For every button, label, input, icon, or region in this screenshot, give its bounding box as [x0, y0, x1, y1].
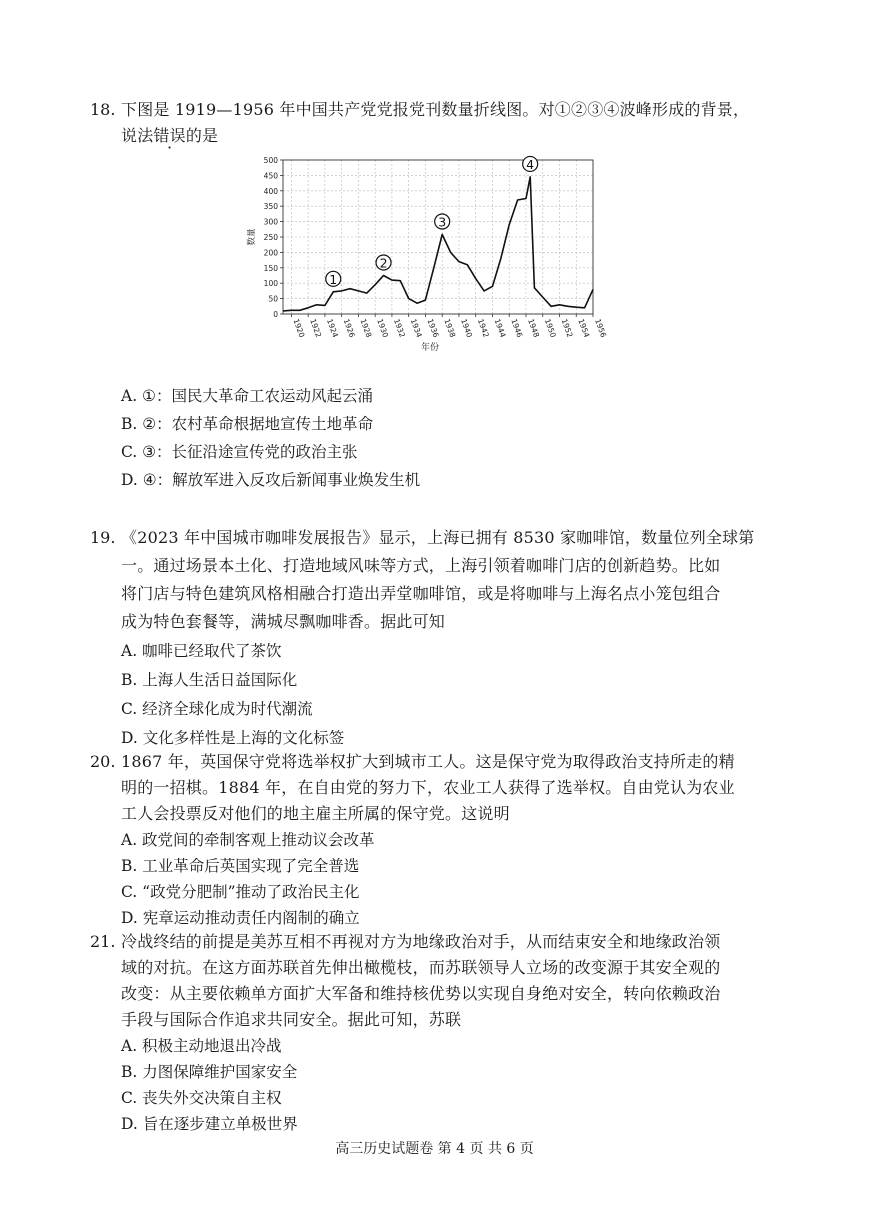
y-tick-label: 250	[263, 233, 278, 242]
q21-number: 21.	[90, 932, 116, 951]
x-tick-label: 1946	[509, 317, 525, 339]
x-tick-label: 1926	[341, 317, 357, 339]
x-tick-label: 1936	[425, 317, 441, 339]
x-tick-label: 1948	[526, 317, 542, 339]
y-tick-label: 300	[263, 217, 278, 227]
q20-number: 20.	[90, 752, 116, 771]
q20-stem-line1: 1867 年，英国保守党将选举权扩大到城市工人。这是保守党为取得政治支持所走的精	[121, 752, 735, 771]
peak-marker-label: 4	[526, 156, 535, 172]
y-tick-label: 200	[263, 248, 278, 258]
x-tick-label: 1928	[358, 317, 374, 339]
q18-stem-line1: 下图是 1919—1956 年中国共产党党报党刊数量折线图。对①②③④波峰形成的背景，	[121, 100, 750, 119]
x-tick-label: 1954	[576, 317, 592, 339]
y-tick-label: 100	[263, 279, 278, 289]
q19-stem-line3: 将门店与特色建筑风格相融合打造出弄堂咖啡馆，或是将咖啡与上海名点小笼包组合	[121, 584, 721, 603]
plot-frame	[283, 160, 593, 314]
q19-number: 19.	[90, 528, 116, 547]
q20-option-c[interactable]: C. “政党分肥制”推动了政治民主化	[121, 883, 360, 901]
y-tick-label: 450	[263, 171, 278, 181]
x-tick-label: 1930	[375, 317, 391, 339]
q21-option-d[interactable]: D. 旨在逐步建立单极世界	[121, 1115, 298, 1133]
x-tick-label: 1944	[492, 317, 508, 339]
peak-marker-label: 3	[438, 214, 447, 230]
q19-option-c[interactable]: C. 经济全球化成为时代潮流	[121, 700, 313, 718]
q19-option-a[interactable]: A. 咖啡已经取代了茶饮	[121, 642, 282, 660]
q21-stem-line3: 改变：从主要依赖单方面扩大军备和维持核优势以实现自身绝对安全，转向依赖政治	[121, 984, 721, 1003]
x-tick-label: 1924	[325, 317, 341, 339]
q19-stem-line2: 一。通过场景本土化、打造地域风味等方式，上海引领着咖啡门店的创新趋势。比如	[121, 556, 721, 575]
q21-stem-line1: 冷战终结的前提是美苏互相不再视对方为地缘政治对手，从而结束安全和地缘政治领	[121, 932, 721, 951]
q21-stem-line4: 手段与国际合作追求共同安全。据此可知，苏联	[121, 1010, 462, 1029]
y-tick-label: 50	[268, 294, 278, 304]
q18-option-d[interactable]: D. ④：解放军进入反攻后新闻事业焕发生机	[121, 471, 421, 489]
q19-stem-line1: 《2023 年中国城市咖啡发展报告》显示，上海已拥有 8530 家咖啡馆，数量位列全球第	[121, 528, 755, 547]
x-tick-label: 1922	[308, 317, 324, 339]
q20-option-a[interactable]: A. 政党间的牵制客观上推动议会改革	[121, 831, 375, 849]
series-line	[283, 177, 593, 311]
x-tick-label: 1932	[392, 317, 408, 339]
q19-option-b[interactable]: B. 上海人生活日益国际化	[121, 671, 298, 689]
x-axis-label: 年份	[420, 343, 440, 353]
x-tick-label: 1940	[459, 317, 475, 339]
q19-stem-line4: 成为特色套餐等，满城尽飘咖啡香。据此可知	[121, 612, 446, 631]
y-tick-label: 500	[263, 156, 278, 165]
q18-option-c[interactable]: C. ③：长征沿途宣传党的政治主张	[121, 443, 358, 461]
q20-option-b[interactable]: B. 工业革命后英国实现了完全普选	[121, 857, 360, 875]
peak-marker-label: 1	[329, 271, 338, 287]
q20-stem-line2: 明的一招棋。1884 年，在自由党的努力下，农业工人获得了选举权。自由党认为农业	[121, 778, 735, 797]
peak-marker-label: 2	[379, 255, 388, 271]
x-tick-label: 1938	[442, 317, 458, 339]
q18-emphasis-word: 错误	[153, 126, 186, 145]
q18-option-b[interactable]: B. ②：农村革命根据地宣传土地革命	[121, 415, 374, 433]
page-footer: 高三历史试题卷 第 4 页 共 6 页	[335, 1141, 534, 1157]
q21-option-c[interactable]: C. 丧失外交决策自主权	[121, 1089, 282, 1107]
q18-stem-prefix: 说法	[121, 126, 154, 145]
q18-option-a[interactable]: A. ①：国民大革命工农运动风起云涌	[121, 387, 373, 405]
q19-option-d[interactable]: D. 文化多样性是上海的文化标签	[121, 729, 345, 747]
q18-stem-line2	[121, 126, 218, 146]
y-tick-label: 150	[263, 263, 278, 273]
q18-stem-suffix: 的是	[185, 126, 219, 145]
x-tick-label: 1956	[593, 317, 609, 339]
q21-option-a[interactable]: A. 积极主动地退出冷战	[121, 1037, 282, 1055]
x-tick-label: 1920	[291, 317, 307, 339]
q21-option-b[interactable]: B. 力图保障维护国家安全	[121, 1063, 298, 1081]
x-tick-label: 1942	[475, 317, 491, 339]
x-tick-label: 1952	[559, 317, 575, 339]
q21-stem-line2: 域的对抗。在这方面苏联首先伸出橄榄枝，而苏联领导人立场的改变源于其安全观的	[121, 958, 721, 977]
y-tick-label: 400	[263, 186, 278, 196]
y-tick-label: 0	[273, 310, 278, 319]
q20-option-d[interactable]: D. 宪章运动推动责任内阁制的确立	[121, 909, 360, 927]
line-chart	[240, 150, 610, 360]
x-tick-label: 1934	[408, 317, 424, 339]
x-tick-label: 1950	[542, 317, 558, 339]
q18-number: 18.	[90, 100, 116, 119]
y-axis-label: 数量	[247, 228, 257, 246]
y-tick-label: 350	[263, 202, 278, 212]
q20-stem-line3: 工人会投票反对他们的地主雇主所属的保守党。这说明	[121, 804, 510, 823]
